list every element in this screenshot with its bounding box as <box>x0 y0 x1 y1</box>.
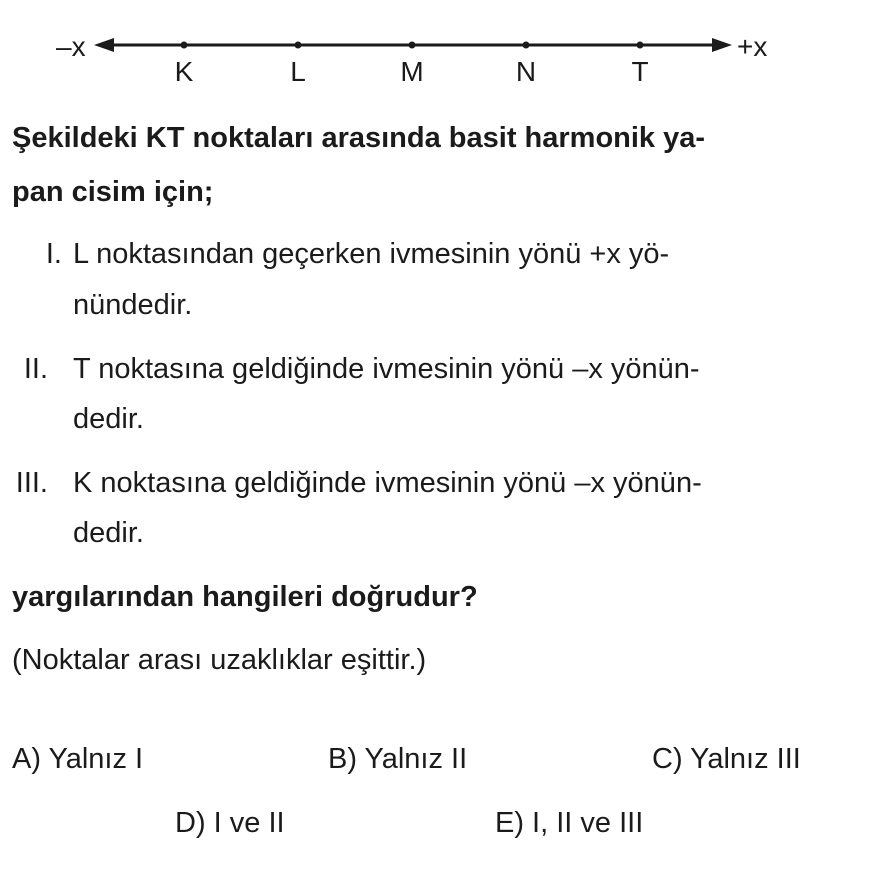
statement-3-number: III. <box>15 467 48 499</box>
statement-2-number: II. <box>23 353 48 385</box>
statement-1-line-2: nündedir. <box>73 289 193 321</box>
option-c[interactable]: C) Yalnız III <box>652 743 801 775</box>
note-text: (Noktalar arası uzaklıklar eşittir.) <box>12 644 427 676</box>
option-d[interactable]: D) I ve II <box>175 807 285 839</box>
point-k-label: K <box>174 56 194 87</box>
point-l-label: L <box>290 56 306 87</box>
left-arrowhead <box>94 38 114 52</box>
point-n-label: N <box>515 56 537 87</box>
point-t-dot <box>637 42 644 49</box>
point-m-label: M <box>400 56 424 87</box>
statement-3-line-1: K noktasına geldiğinde ivmesinin yönü –x yönün- <box>73 467 702 499</box>
question-stem-line-1: Şekildeki KT noktaları arasında basit harmonik ya- <box>12 122 706 154</box>
statement-2-line-1: T noktasına geldiğinde ivmesinin yönü –x yönün- <box>73 353 700 385</box>
axis-plus-label: +x <box>737 31 768 62</box>
point-n-dot <box>523 42 530 49</box>
statement-1-line-1: L noktasından geçerken ivmesinin yönü +x yö- <box>73 238 670 270</box>
point-k-dot <box>181 42 188 49</box>
question-text: yargılarından hangileri doğrudur? <box>12 581 478 613</box>
point-l-dot <box>295 42 302 49</box>
option-b[interactable]: B) Yalnız II <box>328 743 468 775</box>
statement-2-line-2: dedir. <box>73 403 144 435</box>
statement-1-number: I. <box>45 238 62 270</box>
point-t-label: T <box>631 56 649 87</box>
axis-minus-label: –x <box>56 31 86 62</box>
statement-3-line-2: dedir. <box>73 517 144 549</box>
right-arrowhead <box>712 38 732 52</box>
option-a[interactable]: A) Yalnız I <box>12 743 144 775</box>
question-stem-line-2: pan cisim için; <box>12 176 214 208</box>
point-m-dot <box>409 42 416 49</box>
option-e[interactable]: E) I, II ve III <box>495 807 644 839</box>
